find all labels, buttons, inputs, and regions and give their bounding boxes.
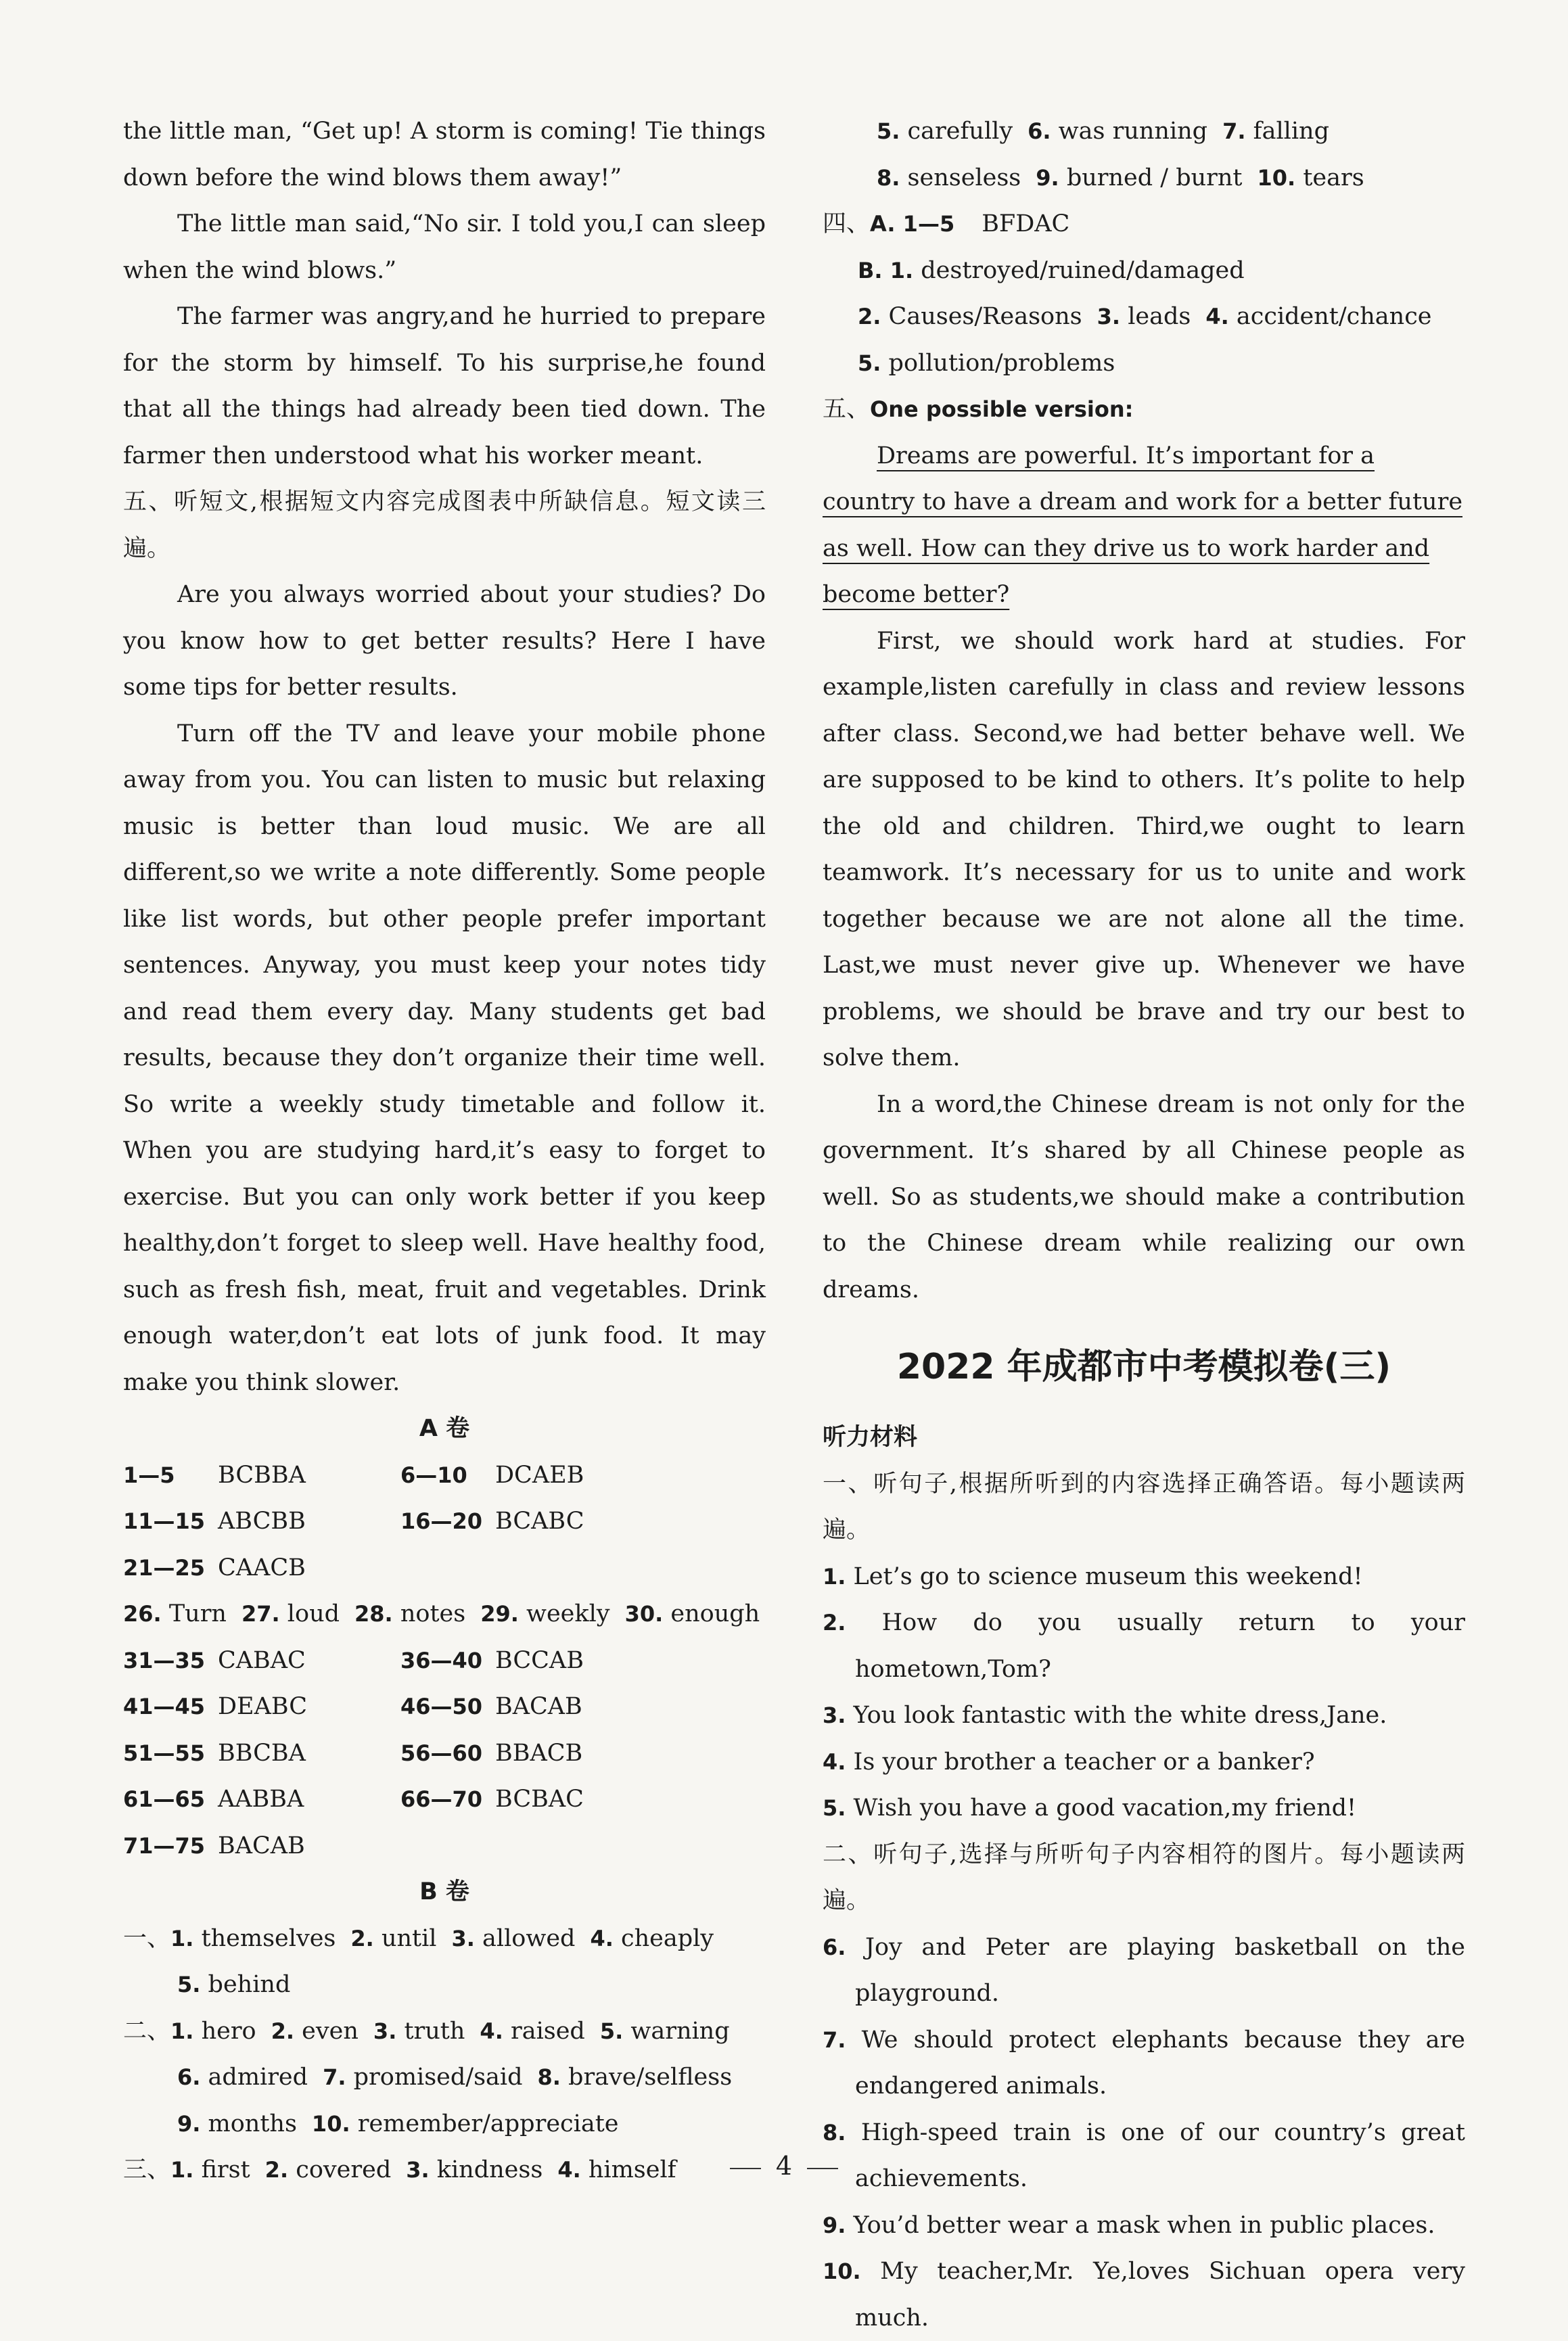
answer-cell: 71—75 BACAB xyxy=(123,1823,400,1870)
answer-cell: 56—60 BBACB xyxy=(400,1730,678,1777)
item-number: 6. xyxy=(1028,118,1051,144)
item-number: 2. xyxy=(271,2018,294,2044)
answer-cell: 66—70 BCBAC xyxy=(400,1776,678,1823)
item-number: 5. xyxy=(877,118,900,144)
item-answer: even xyxy=(294,2018,359,2045)
listening-sentence: 4. Is your brother a teacher or a banker? xyxy=(823,1739,1465,1786)
item-answer: cheaply xyxy=(614,1925,714,1952)
item-answer: themselves xyxy=(193,1925,336,1952)
item-number: 4. xyxy=(590,1926,613,1951)
listening-sentence: 6. Joy and Peter are playing basketball on the playground. xyxy=(823,1924,1465,2017)
item-number: 3. xyxy=(451,1926,474,1951)
listen-1-instruction: 一、听句子,根据所听到的内容选择正确答语。每小题读两遍。 xyxy=(823,1461,1465,1554)
item-answer: first xyxy=(193,2156,250,2183)
item-number: 4. xyxy=(1205,304,1228,329)
item-number: 1. xyxy=(170,1926,193,1951)
fill-in-answers: 26. Turn 27. loud 28. notes 29. weekly 30. enough xyxy=(123,1591,766,1638)
item-answer: brave/selfless xyxy=(561,2064,732,2091)
b2-line: 二、1. hero 2. even 3. truth 4. raised 5. warning xyxy=(123,2008,766,2055)
essay-intro-line: country to have a dream and work for a better future xyxy=(823,479,1465,526)
b2-line xyxy=(123,2101,766,2148)
b4-a-line: 四、A. 1—5 BFDAC xyxy=(823,201,1465,248)
answer-cell: 16—20 BCABC xyxy=(400,1498,678,1545)
listening-sentence: 3. You look fantastic with the white dress,Jane. xyxy=(823,1692,1465,1739)
item-answer: months xyxy=(200,2110,297,2137)
item-number: 3. xyxy=(373,2018,396,2044)
b5-heading: 五、One possible version: xyxy=(823,386,1465,433)
answer-cell: 41—45 DEABC xyxy=(123,1684,400,1730)
item-answer: burned / burnt xyxy=(1059,164,1243,191)
essay-intro-line: Dreams are powerful. It’s important for a xyxy=(823,433,1465,480)
left-column xyxy=(123,108,766,2194)
listening-sentence: 10. My teacher,Mr. Ye,loves Sichuan opera very much. xyxy=(823,2248,1465,2341)
listen-2-instruction: 二、听句子,选择与所听句子内容相符的图片。每小题读两遍。 xyxy=(823,1832,1465,1924)
listening-sentence: 5. Wish you have a good vacation,my friend! xyxy=(823,1785,1465,1832)
item-answer: warning xyxy=(623,2018,729,2045)
item-number: 3. xyxy=(1097,304,1120,329)
b4-b-line: B. 1. destroyed/ruined/damaged xyxy=(823,248,1465,294)
passage-paragraph: Are you always worried about your studies? Do you know how to get better results? Here I have some tips for better results. xyxy=(123,572,766,711)
item-answer: covered xyxy=(288,2156,391,2183)
essay-intro-line: become better? xyxy=(823,572,1465,618)
juan-a-title: A 卷 xyxy=(123,1406,766,1452)
answer-row xyxy=(123,1730,766,1777)
item-answer: was running xyxy=(1051,118,1208,145)
item-number: 4. xyxy=(557,2157,580,2183)
answer-row xyxy=(123,1638,766,1684)
item-answer: pollution/problems xyxy=(881,350,1115,377)
item-answer: hero xyxy=(193,2018,256,2045)
item-number: 4. xyxy=(480,2018,503,2044)
answer-cell: 61—65 AABBA xyxy=(123,1776,400,1823)
item-number: 1. xyxy=(170,2018,193,2044)
item-answer: himself xyxy=(581,2156,676,2183)
item-answer: allowed xyxy=(475,1925,576,1952)
story-line: The little man said,“No sir. I told you,I can sleep when the wind blows.” xyxy=(123,201,766,294)
passage-paragraph: Turn off the TV and leave your mobile phone away from you. You can listen to music but relaxing music is better than loud music. We are all different,so we write a note differently. Some people like list words, but other people prefer important sentences. Anyway, you must keep your notes tidy and read them every day. Many students get bad results, because they don’t organize their time well. So write a weekly study timetable and follow it. When you are studying hard,it’s easy to forget to exercise. But you can only work better if you keep healthy,don’t forget to sleep well. Have healthy food, such as fresh fish, meat, fruit and vegetables. Drink enough water,don’t eat lots of junk food. It may make you think slower. xyxy=(123,711,766,1406)
b1-line: 一、1. themselves 2. until 3. allowed 4. cheaply xyxy=(123,1916,766,1962)
section-5-instruction: 五、听短文,根据短文内容完成图表中所缺信息。短文读三遍。 xyxy=(123,479,766,572)
item-answer: behind xyxy=(200,1971,290,1998)
essay-paragraph: In a word,the Chinese dream is not only for the government. It’s shared by all Chinese people as well. So as students,we should make a contribution to the Chinese dream while realizing our own dreams. xyxy=(823,1082,1465,1314)
item-answer: tears xyxy=(1295,164,1364,191)
b3-line: 三、1. first 2. covered 3. kindness 4. himself xyxy=(123,2147,766,2194)
juan-a-answers-2 xyxy=(123,1638,766,1870)
answer-cell: 11—15 ABCBB xyxy=(123,1498,400,1545)
item-answer: Causes/Reasons xyxy=(881,303,1082,330)
answer-cell: 6—10 DCAEB xyxy=(400,1452,678,1499)
item-number: 10. xyxy=(312,2111,350,2137)
b4-b-line xyxy=(823,340,1465,387)
essay-paragraph: First, we should work hard at studies. For example,listen carefully in class and review lessons after class. Second,we had better behave well. We are supposed to be kind to others. It’s polite to help the old and children. Third,we ought to learn teamwork. It’s necessary for us to unite and work together because we are not alone all the time. Last,we must never give up. Whenever we have problems, we should be brave and try our best to solve them. xyxy=(823,618,1465,1082)
listening-sentence: 8. High-speed train is one of our country’s great achievements. xyxy=(823,2110,1465,2202)
item-answer: accident/chance xyxy=(1229,303,1432,330)
item-number: 10. xyxy=(1258,165,1296,191)
b1-line xyxy=(123,1962,766,2008)
answer-row xyxy=(123,1684,766,1730)
item-answer: senseless xyxy=(900,164,1021,191)
item-number: 2. xyxy=(350,1926,373,1951)
exam-title: 2022 年成都市中考模拟卷(三) xyxy=(823,1340,1465,1394)
listening-sentence: 9. You’d better wear a mask when in public places. xyxy=(823,2202,1465,2249)
item-answer: leads xyxy=(1120,303,1191,330)
item-answer: kindness xyxy=(430,2156,543,2183)
answer-cell: 1—5 BCBBA xyxy=(123,1452,400,1499)
answer-cell: 21—25 CAACB xyxy=(123,1545,400,1592)
b3-line xyxy=(823,108,1465,155)
answer-row xyxy=(123,1823,766,1870)
item-answer: promised/said xyxy=(346,2064,522,2091)
item-number: 9. xyxy=(177,2111,200,2137)
item-answer: admired xyxy=(200,2064,308,2091)
item-number: 2. xyxy=(265,2157,288,2183)
listening-sentence: 2. How do you usually return to your hometown,Tom? xyxy=(823,1600,1465,1692)
item-number: 1. xyxy=(890,258,913,283)
item-number: 8. xyxy=(877,165,900,191)
answer-cell: 51—55 BBCBA xyxy=(123,1730,400,1777)
item-number: 8. xyxy=(538,2064,561,2090)
item-answer: falling xyxy=(1246,118,1329,145)
answer-cell: 31—35 CABAC xyxy=(123,1638,400,1684)
item-answer: truth xyxy=(396,2018,465,2045)
item-answer: remember/appreciate xyxy=(350,2110,619,2137)
answer-row xyxy=(123,1452,766,1499)
item-answer: destroyed/ruined/damaged xyxy=(913,257,1245,284)
item-number: 5. xyxy=(177,1972,200,1997)
item-number: 5. xyxy=(600,2018,623,2044)
right-column xyxy=(823,108,1465,2341)
answer-row xyxy=(123,1498,766,1545)
listening-sentence: 1. Let’s go to science museum this weekend! xyxy=(823,1554,1465,1600)
item-answer: carefully xyxy=(900,118,1013,145)
item-number: 5. xyxy=(858,350,881,376)
item-number: 2. xyxy=(858,304,881,329)
story-line: The farmer was angry,and he hurried to prepare for the storm by himself. To his surprise,he found that all the things had already been tied down. The farmer then understood what his worker meant. xyxy=(123,294,766,479)
item-answer: raised xyxy=(503,2018,585,2045)
answer-row xyxy=(123,1776,766,1823)
essay-intro-line: as well. How can they drive us to work harder and xyxy=(823,526,1465,572)
listening-sentence: 7. We should protect elephants because they are endangered animals. xyxy=(823,2017,1465,2110)
listening-heading: 听力材料 xyxy=(823,1414,1465,1461)
item-number: 3. xyxy=(406,2157,429,2183)
answer-cell: 46—50 BACAB xyxy=(400,1684,678,1730)
item-number: 6. xyxy=(177,2064,200,2090)
listen-1-items xyxy=(823,1554,1465,1832)
item-number: 9. xyxy=(1036,165,1059,191)
answer-row xyxy=(123,1545,766,1592)
juan-a-answers xyxy=(123,1452,766,1592)
item-number: 1. xyxy=(170,2157,193,2183)
answer-cell: 36—40 BCCAB xyxy=(400,1638,678,1684)
item-number: 7. xyxy=(323,2064,346,2090)
b2-line xyxy=(123,2054,766,2101)
item-number: 7. xyxy=(1222,118,1245,144)
juan-b-title: B 卷 xyxy=(123,1869,766,1916)
item-answer: until xyxy=(374,1925,437,1952)
page-number: 4 xyxy=(0,2151,1568,2181)
b3-line xyxy=(823,155,1465,202)
listen-2-items xyxy=(823,1924,1465,2341)
b4-b-line xyxy=(823,294,1465,340)
story-line: the little man, “Get up! A storm is coming! Tie things down before the wind blows them away!” xyxy=(123,108,766,201)
